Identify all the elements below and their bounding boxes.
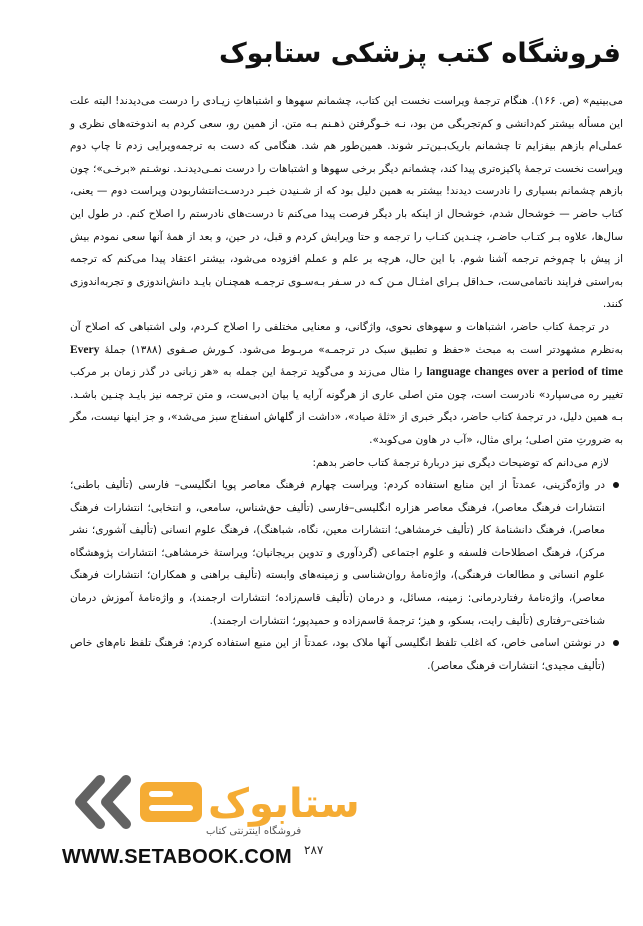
notes-list <box>70 474 623 677</box>
page-header <box>22 34 621 74</box>
setabook-watermark <box>70 760 360 845</box>
english-example-sentence: Every language changes over a period of time <box>70 343 623 379</box>
chevrons-icon <box>70 760 210 845</box>
list-item: در نوشتن اسامی خاص، که اغلب تلفظ انگلیسی آنها ملاک بود، عمدتاً از این منبع استفاده کردم: فرهنگ تلفظ نام‌های خاص (تألیف مجیدی؛ انتشارات فرهنگ معاصر). <box>70 632 605 677</box>
paragraph-2-end: را مثال می‌زند و می‌گوید ترجمهٔ این جمله به «هر زبانی در گذر زمان بر مرکب تغییر ره می‌سپارد» نادرست است، چون متن اصلی عاری از هرگونه آرایه یا بیان ادبی‌ست، و متن ترجمه نیز بایـد چنـین باشـد. بـه همین دلیل، در ترجمهٔ کتاب حاضر، دیگر خبری از «ثلهٔ صیاد»، «داشت از گلهاش اسفناج سبز می‌شد»، و جز اینها نیست، مگر به ضرورتِ متن اصلی؛ برای مثال، «آب در هاون می‌کوبد». <box>70 366 623 446</box>
watermark-brand: ستابوک <box>208 781 360 827</box>
paragraph-1: می‌بینیم» (ص. ۱۶۶). هنگام ترجمهٔ ویراست نخست این کتاب، چشمانم سهوها و اشتباهاتِ زیـادی را درست می‌دیدند! البته علت این مسأله بیشتر کم‌دانشی و کم‌تجربگی من بود، نـه خـوگرفتن ذهـنم بـه متن. از همین رو، سعی کردم به اندوخته‌های نظری و عملی‌ام بازهم بیفزایم تا چشمانم باریک‌بـین‌تـر شوند. همین‌طور هم شد. هنگامی که دست به ترجمه‌ویرایی زدم تا چاپ دوم ویراست نخست ترجمهٔ پاکیزه‌تری پیدا کند، چشمانم دیگر برخی سهوها و اشتباهات را درست نمـی‌دیدنـد. نوشـتم «برخـی»؛ چون بازهم چشمانم بسیاری را نادرست دیدند! بیشتر به همین دلیل بود که از شـنیدن خبـر دردسـت‌انتشاربودن ویراست دوم — یعنی، کتاب حاضر — خوشحال شدم، خوشحال از اینکه بار دیگر فرصت پیدا می‌کنم تا درست‌های نادرستم را اصلاح کنم. در طول این سال‌ها، علاوه بـر کتـاب حاضـر، چنـدین کتـاب را ترجمه و حتا ویرایش کردم و قبل، در حین، و بعد از همهٔ آنها سعی نمودم بیش از پیش با چم‌وخم ترجمه آشنا شوم. با این حال، هرچه بر علم و عملم افزوده می‌شود، بیشتر اعتقاد پیدا می‌کنم که ترجمه به‌راستی فرایند ناتمامی‌ست، حـداقل بـرای امثـال مـن کـه در سـفر بـه‌سـوی ترجمـه همچنـان بایـد دانش‌اندوزی و تجربه‌اندوزی کنند. <box>70 95 623 311</box>
paragraph-2-start: در ترجمهٔ کتاب حاضر، اشتباهات و سهوهای نحوی، واژگانی، و معنایی مختلفی را اصلاح کـردم، ولی اشتباهی که اصلاح آن به‌نظرم مشهودتر است به مبحث «حفظ و تطبیق سبک در ترجمـه» مربـوط می‌شود. کـورش صـفوی (۱۳۸۸) جملهٔ <box>70 320 623 356</box>
paragraph-2 <box>70 316 623 452</box>
paragraph-3: لازم می‌دانم که توضیحات دیگری نیز دربارهٔ ترجمهٔ کتاب حاضر بدهم: <box>312 456 609 469</box>
document-body <box>70 90 623 677</box>
page-number: ۲۸۷ <box>304 843 324 857</box>
watermark-tagline: فروشگاه اینترنتی کتاب <box>206 826 302 837</box>
list-item: در واژه‌گزینی، عمدتاً از این منابع استفاده کردم: ویراست چهارم فرهنگ معاصر پویا انگلیسی– فارسی (تألیف باطنی؛ انتشارات فرهنگ معاصر)، فرهنگ معاصر هزاره انگلیسی–فارسی (تألیف حق‌شناس، سامعی، و انتخابی؛ انتشارات فرهنگ معاصر)، فرهنگ دانشنامهٔ کار (تألیف خرمشاهی؛ انتشارات معین، نگاه، شباهنگ)، فرهنگ علوم انسانی (تألیف آشوری؛ نشر مرکز)، فرهنگ اصطلاحات فلسفه و علوم اجتماعی (گردآوری و تدوین بریجانیان؛ ویراستهٔ خرمشاهی؛ انتشارات پژوهشگاه علوم انسانی و مطالعات فرهنگی)، واژه‌نامهٔ روان‌شناسی و زمینه‌های وابسته (تألیف براهنی و همکاران؛ انتشارات فرهنگ معاصر)، واژه‌نامهٔ رفتاردرمانی: زمینه، مسائل، و درمان (تألیف قاسم‌زاده؛ انتشارات ارجمند)، و واژه‌نامهٔ آموزش درمان شناختی–رفتاری (تألیف رایت، بسکو، و هیز؛ ترجمهٔ قاسم‌زاده و حمیدپور؛ انتشارات ارجمند). <box>70 474 605 632</box>
store-title: فروشگاه کتب پزشکی ستابوک <box>218 38 621 69</box>
website-url[interactable]: WWW.SETABOOK.COM <box>62 846 292 868</box>
